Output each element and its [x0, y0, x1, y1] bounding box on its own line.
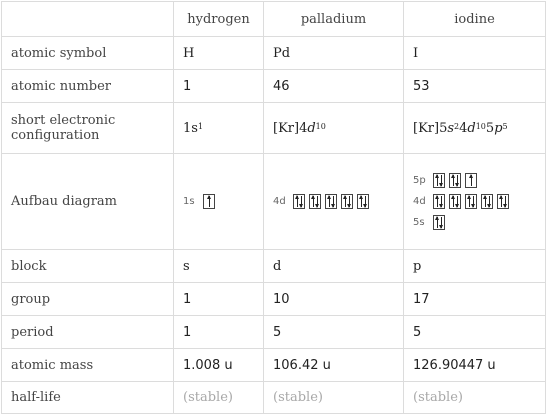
spin-down-arrow-icon — [457, 175, 458, 186]
spin-up-arrow-icon — [297, 196, 298, 207]
cell-iodine: 53 — [404, 70, 546, 103]
row-label: group — [2, 283, 174, 316]
spin-down-arrow-icon — [301, 196, 302, 207]
spin-up-arrow-icon — [471, 175, 472, 186]
column-header-iodine: iodine — [404, 2, 546, 37]
aufbau-iodine — [404, 154, 546, 250]
spin-up-arrow-icon — [329, 196, 330, 207]
spin-down-arrow-icon — [441, 175, 442, 186]
paired-electron-box — [293, 194, 305, 209]
aufbau-hydrogen — [174, 154, 264, 250]
row-atomic-symbol — [2, 37, 546, 70]
cell-hydrogen: 1.008 u — [174, 349, 264, 382]
orbital-row — [183, 193, 254, 211]
paired-electron-box — [309, 194, 321, 209]
spin-down-arrow-icon — [457, 196, 458, 207]
orbital-label: 1s — [183, 196, 195, 207]
spin-up-arrow-icon — [453, 196, 454, 207]
paired-electron-box — [449, 173, 461, 188]
aufbau-palladium — [264, 154, 404, 250]
cell-hydrogen: H — [174, 37, 264, 70]
cell-hydrogen: 1 — [174, 70, 264, 103]
spin-down-arrow-icon — [441, 196, 442, 207]
cell-hydrogen: (stable) — [174, 382, 264, 414]
orbital-row — [413, 193, 536, 211]
cell-iodine: p — [404, 250, 546, 283]
cell-iodine: 5 — [404, 316, 546, 349]
spin-up-arrow-icon — [345, 196, 346, 207]
cell-palladium: Pd — [264, 37, 404, 70]
row-label: atomic mass — [2, 349, 174, 382]
row-label: atomic number — [2, 70, 174, 103]
cell-iodine: 17 — [404, 283, 546, 316]
orbital-label: 4d — [413, 196, 426, 207]
spin-down-arrow-icon — [317, 196, 318, 207]
row-label: atomic symbol — [2, 37, 174, 70]
corner-cell — [2, 2, 174, 37]
row-aufbau — [2, 154, 546, 250]
orbital-label: 5s — [413, 217, 425, 228]
spin-up-arrow-icon — [437, 175, 438, 186]
spin-down-arrow-icon — [365, 196, 366, 207]
config-hydrogen: 1s — [183, 120, 198, 136]
paired-electron-box — [325, 194, 337, 209]
cell-palladium: d — [264, 250, 404, 283]
orbital-row — [273, 193, 394, 211]
row-period — [2, 316, 546, 349]
paired-electron-box — [341, 194, 353, 209]
cell-iodine: $[Kr]5s^24d^{10}5p^5$ — [404, 103, 546, 154]
cell-palladium: 106.42 u — [264, 349, 404, 382]
cell-iodine: 126.90447 u — [404, 349, 546, 382]
paired-electron-box — [433, 194, 445, 209]
paired-electron-box — [497, 194, 509, 209]
row-label: short electronic configuration — [2, 103, 174, 154]
single-electron-box — [203, 194, 215, 209]
cell-palladium: (stable) — [264, 382, 404, 414]
paired-electron-box — [357, 194, 369, 209]
cell-hydrogen: s — [174, 250, 264, 283]
row-label: block — [2, 250, 174, 283]
orbital-row — [413, 172, 536, 190]
row-block — [2, 250, 546, 283]
paired-electron-box — [433, 173, 445, 188]
spin-down-arrow-icon — [441, 217, 442, 228]
cell-hydrogen: $1s^1$ — [174, 103, 264, 154]
row-half-life — [2, 382, 546, 414]
cell-palladium: 46 — [264, 70, 404, 103]
spin-up-arrow-icon — [209, 196, 210, 207]
cell-hydrogen: 1 — [174, 316, 264, 349]
cell-palladium: $[Kr]4d^{10}$ — [264, 103, 404, 154]
cell-palladium: 5 — [264, 316, 404, 349]
paired-electron-box — [465, 194, 477, 209]
paired-electron-box — [481, 194, 493, 209]
spin-up-arrow-icon — [437, 196, 438, 207]
spin-down-arrow-icon — [333, 196, 334, 207]
cell-hydrogen: 1 — [174, 283, 264, 316]
orbital-label: 4d — [273, 196, 286, 207]
spin-up-arrow-icon — [361, 196, 362, 207]
paired-electron-box — [433, 215, 445, 230]
row-label: Aufbau diagram — [2, 154, 174, 250]
column-header-palladium: palladium — [264, 2, 404, 37]
spin-down-arrow-icon — [349, 196, 350, 207]
spin-up-arrow-icon — [437, 217, 438, 228]
spin-down-arrow-icon — [505, 196, 506, 207]
row-atomic-number — [2, 70, 546, 103]
spin-up-arrow-icon — [313, 196, 314, 207]
spin-up-arrow-icon — [453, 175, 454, 186]
orbital-label: 5p — [413, 175, 426, 186]
spin-up-arrow-icon — [485, 196, 486, 207]
cell-iodine: (stable) — [404, 382, 546, 414]
spin-up-arrow-icon — [501, 196, 502, 207]
header-row — [2, 2, 546, 37]
row-short-config — [2, 103, 546, 154]
row-label: period — [2, 316, 174, 349]
spin-down-arrow-icon — [489, 196, 490, 207]
element-comparison-table — [1, 1, 546, 414]
single-electron-box — [465, 173, 477, 188]
spin-up-arrow-icon — [469, 196, 470, 207]
column-header-hydrogen: hydrogen — [174, 2, 264, 37]
row-label: half-life — [2, 382, 174, 414]
orbital-row — [413, 214, 536, 232]
cell-iodine: I — [404, 37, 546, 70]
row-atomic-mass — [2, 349, 546, 382]
paired-electron-box — [449, 194, 461, 209]
spin-down-arrow-icon — [473, 196, 474, 207]
cell-palladium: 10 — [264, 283, 404, 316]
row-group — [2, 283, 546, 316]
